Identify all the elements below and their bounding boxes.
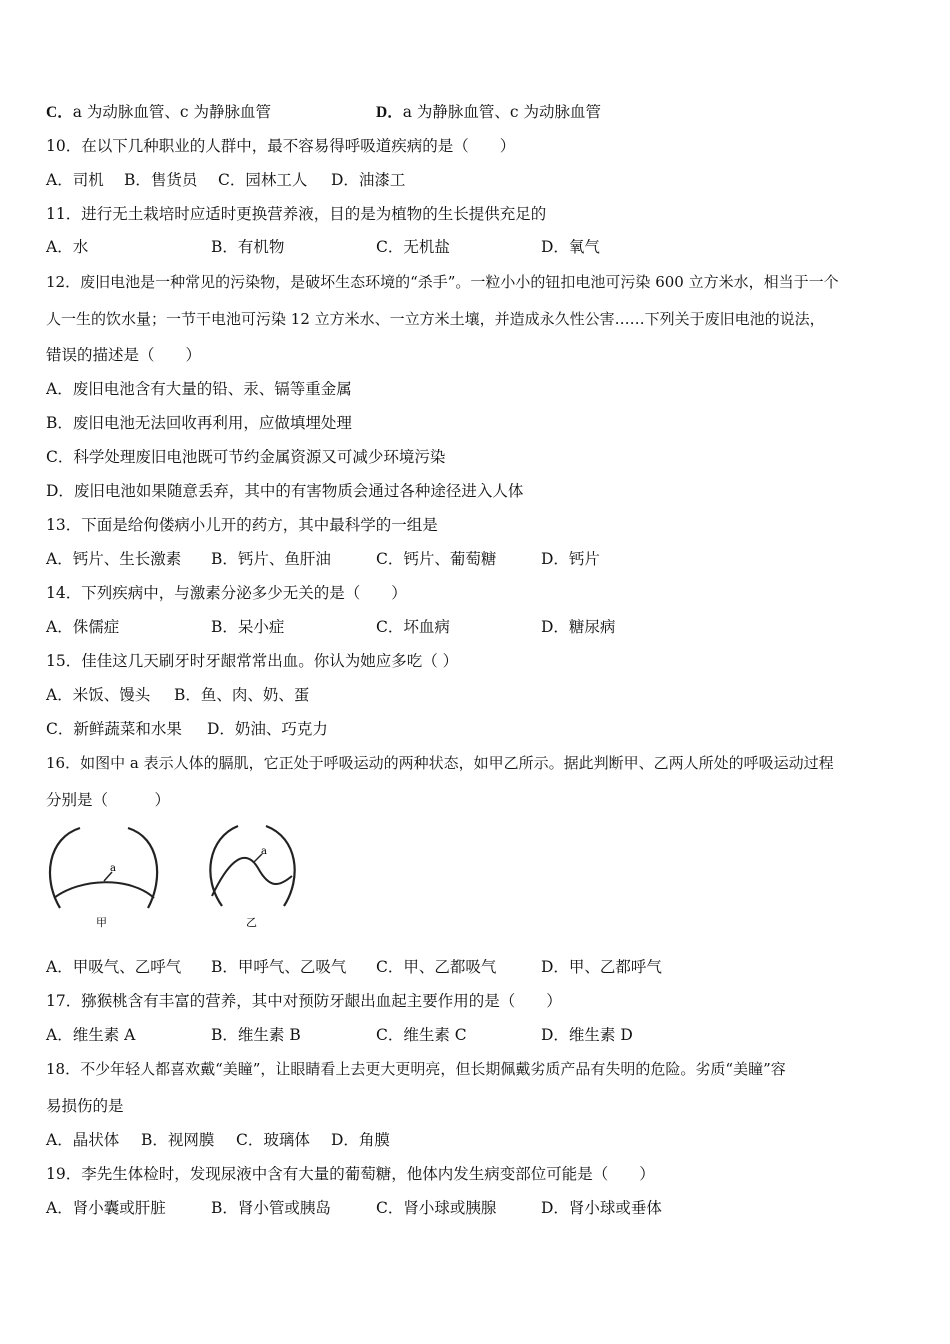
q10-option-d: D．油漆工: [331, 171, 406, 189]
q15-option-c: C．新鲜蔬菜和水果: [46, 720, 182, 738]
q19-option-d: D．肾小球或垂体: [541, 1199, 662, 1217]
jia-diaphragm: [54, 882, 154, 898]
q13-stem: 13．下面是给佝偻病小儿开的药方，其中最科学的一组是: [46, 516, 438, 534]
q14-option-a: A．侏儒症: [46, 618, 120, 636]
q10-option-a: A．司机: [46, 171, 104, 189]
q14-stem: 14．下列疾病中，与激素分泌多少无关的是（ ）: [46, 584, 407, 602]
jia-chest-left: [50, 828, 80, 908]
q11-stem: 11．进行无土栽培时应适时更换营养液，目的是为植物的生长提供充足的: [46, 205, 547, 223]
q13-option-d: D．钙片: [541, 550, 600, 568]
q19-option-c: C．肾小球或胰腺: [376, 1199, 497, 1217]
yi-chest-left: [210, 826, 238, 906]
q12-option-d: D．废旧电池如果随意丢弃，其中的有害物质会通过各种途径进入人体: [46, 482, 524, 500]
q13-option-c: C．钙片、葡萄糖: [376, 550, 497, 568]
q15-stem: 15．佳佳这几天刷牙时牙龈常常出血。你认为她应多吃（ ）: [46, 652, 459, 670]
q17-option-a: A．维生素 A: [46, 1026, 136, 1044]
q18-option-a: A．晶状体: [46, 1131, 120, 1149]
yi-label-a: a: [261, 846, 267, 857]
q15-option-d: D．奶油、巧克力: [207, 720, 328, 738]
q19-option-a: A．肾小囊或肝脏: [46, 1199, 166, 1217]
q9-option-c: C．a 为动脉血管、c 为静脉血管: [46, 103, 271, 121]
q10-stem: 10．在以下几种职业的人群中，最不容易得呼吸道疾病的是（ ）: [46, 137, 516, 155]
q14-option-d: D．糖尿病: [541, 618, 616, 636]
q10-option-b: B．售货员: [124, 171, 198, 189]
q13-option-a: A．钙片、生长激素: [46, 550, 182, 568]
q16-stem-line2: 分别是（ ）: [46, 791, 171, 809]
q17-stem: 17．猕猴桃含有丰富的营养，其中对预防牙龈出血起主要作用的是（ ）: [46, 992, 562, 1010]
q11-option-a: A．水: [46, 238, 89, 256]
q17-option-d: D．维生素 D: [541, 1026, 633, 1044]
q12-stem-line3: 错误的描述是（ ）: [46, 346, 202, 364]
q12-option-c: C．科学处理废旧电池既可节约金属资源又可减少环境污染: [46, 448, 446, 466]
q16-option-c: C．甲、乙都吸气: [376, 958, 497, 976]
q12-option-b: B．废旧电池无法回收再利用，应做填埋处理: [46, 414, 352, 432]
q14-option-b: B．呆小症: [211, 618, 285, 636]
q18-stem-line1: 18．不少年轻人都喜欢戴“美瞳”，让眼睛看上去更大更明亮，但长期佩戴劣质产品有失明的危险。劣质“美瞳”容: [46, 1060, 786, 1078]
q15-option-a: A．米饭、馒头: [46, 686, 151, 704]
q18-option-c: C．玻璃体: [236, 1131, 310, 1149]
yi-caption: 乙: [246, 916, 257, 929]
diaphragm-figure: [40, 818, 310, 936]
q9-option-d: D．a 为静脉血管、c 为动脉血管: [376, 103, 601, 121]
q16-option-b: B．甲呼气、乙吸气: [211, 958, 347, 976]
q18-option-b: B．视网膜: [141, 1131, 215, 1149]
q10-option-c: C．园林工人: [218, 171, 308, 189]
q14-option-c: C．坏血病: [376, 618, 450, 636]
q15-option-b: B．鱼、肉、奶、蛋: [174, 686, 310, 704]
q11-option-b: B．有机物: [211, 238, 285, 256]
q12-stem-line2: 人一生的饮水量；一节干电池可污染 12 立方米水、一立方米土壤，并造成永久性公害……下列关于废旧电池的说法，: [46, 310, 825, 328]
q18-option-d: D．角膜: [331, 1131, 390, 1149]
jia-label-a: a: [110, 863, 116, 874]
q12-stem-line1: 12．废旧电池是一种常见的污染物，是破坏生态环境的“杀手”。一粒小小的钮扣电池可污染 600 立方米水，相当于一个: [46, 273, 839, 291]
q11-option-c: C．无机盐: [376, 238, 450, 256]
q16-option-a: A．甲吸气、乙呼气: [46, 958, 182, 976]
q12-option-a: A．废旧电池含有大量的铅、汞、镉等重金属: [46, 380, 352, 398]
q11-option-d: D．氧气: [541, 238, 600, 256]
q16-stem-line1: 16．如图中 a 表示人体的膈肌，它正处于呼吸运动的两种状态，如甲乙所示。据此判断甲、乙两人所处的呼吸运动过程: [46, 754, 834, 772]
q16-option-d: D．甲、乙都呼气: [541, 958, 662, 976]
q13-option-b: B．钙片、鱼肝油: [211, 550, 331, 568]
q18-stem-line2: 易损伤的是: [46, 1097, 124, 1115]
q17-option-b: B．维生素 B: [211, 1026, 301, 1044]
jia-caption: 甲: [96, 916, 107, 929]
q19-stem: 19．李先生体检时，发现尿液中含有大量的葡萄糖，他体内发生病变部位可能是（ ）: [46, 1165, 655, 1183]
yi-diaphragm: [212, 858, 292, 896]
q17-option-c: C．维生素 C: [376, 1026, 467, 1044]
yi-chest-right: [266, 826, 295, 906]
q19-option-b: B．肾小管或胰岛: [211, 1199, 331, 1217]
